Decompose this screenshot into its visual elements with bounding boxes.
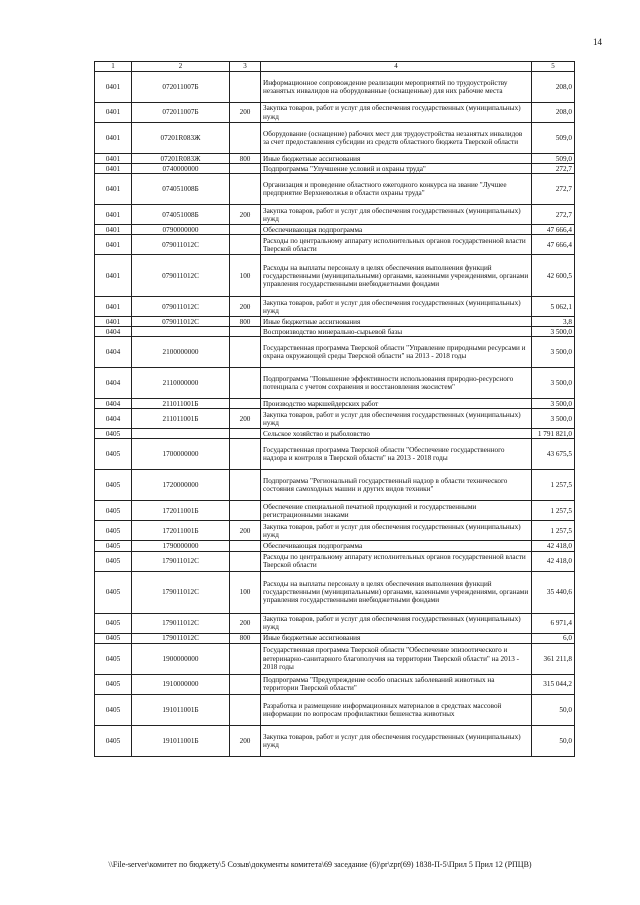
table-row [95,633,575,643]
target-code-cell: 211011001Б [132,409,230,429]
amount-cell: 509,0 [532,154,575,164]
target-code-cell: 211011001Б [132,399,230,409]
section-cell: 0401 [95,205,132,225]
section-cell: 0405 [95,571,132,613]
expense-type-cell [230,368,261,399]
target-code-cell [132,429,230,439]
amount-cell: 509,0 [532,123,575,154]
section-cell: 0404 [95,399,132,409]
expense-type-cell [230,643,261,674]
amount-cell: 272,7 [532,164,575,174]
target-code-cell: 1910000000 [132,674,230,694]
table-row [95,521,575,541]
target-code-cell: 0790000000 [132,225,230,235]
page-number: 14 [593,37,602,47]
amount-cell: 47 666,4 [532,235,575,255]
name-cell: Закупка товаров, работ и услуг для обеспечения государственных (муниципальных) нужд [261,613,532,633]
table-row [95,103,575,123]
table-row [95,399,575,409]
amount-cell: 42 418,0 [532,551,575,571]
table-row [95,429,575,439]
section-cell: 0404 [95,327,132,337]
section-cell: 0405 [95,613,132,633]
name-cell: Информационное сопровождение реализации мероприятий по трудоустройству незанятых инвалидов на оборудованные (оснащенные) для них рабочие места [261,72,532,103]
target-code-cell: 079011012С [132,255,230,297]
amount-cell: 3 500,0 [532,368,575,399]
target-code-cell: 2100000000 [132,337,230,368]
amount-cell: 1 257,5 [532,501,575,521]
section-cell: 0404 [95,409,132,429]
target-code-cell: 07201R083Ж [132,123,230,154]
section-cell: 0405 [95,551,132,571]
amount-cell: 208,0 [532,72,575,103]
expense-type-cell [230,541,261,551]
name-cell: Иные бюджетные ассигнования [261,317,532,327]
expense-type-cell [230,327,261,337]
name-cell: Иные бюджетные ассигнования [261,633,532,643]
section-cell: 0405 [95,725,132,756]
section-cell: 0405 [95,521,132,541]
amount-cell: 6 971,4 [532,613,575,633]
column-header: 5 [532,62,575,72]
section-cell: 0405 [95,694,132,725]
amount-cell: 361 211,8 [532,643,575,674]
target-code-cell: 079011012С [132,297,230,317]
name-cell: Расходы по центральному аппарату исполнительных органов государственной власти Тверской области [261,551,532,571]
expense-type-cell [230,429,261,439]
name-cell: Расходы на выплаты персоналу в целях обеспечения выполнения функций государственными (муниципальными) органами, казенными учреждениями, органами управления государственными внебюджетными фондами [261,255,532,297]
amount-cell: 3 500,0 [532,327,575,337]
amount-cell: 208,0 [532,103,575,123]
name-cell: Оборудование (оснащение) рабочих мест для трудоустройства незанятых инвалидов за счет предоставления субсидии из средств областного бюджета Тверской области [261,123,532,154]
section-cell: 0401 [95,164,132,174]
table-row [95,501,575,521]
table-row [95,725,575,756]
amount-cell: 35 440,6 [532,571,575,613]
name-cell: Государственная программа Тверской области "Управление природными ресурсами и охрана окружающей среды Тверской области" на 2013 - 2018 годы [261,337,532,368]
amount-cell: 50,0 [532,725,575,756]
amount-cell: 3 500,0 [532,337,575,368]
table-row [95,643,575,674]
target-code-cell: 079011012С [132,235,230,255]
expense-type-cell [230,225,261,235]
name-cell: Сельское хозяйство и рыболовство [261,429,532,439]
file-path-footer: \\File-server\комитет по бюджету\5 Созыв\документы комитета\69 заседание (6)\pr\zpr(69) 1838-П-5\Прил 5 Прил 12 (РПЦВ) [108,860,532,869]
amount-cell: 315 044,2 [532,674,575,694]
table-row [95,327,575,337]
expense-type-cell [230,337,261,368]
target-code-cell: 1900000000 [132,643,230,674]
expense-type-cell: 100 [230,571,261,613]
name-cell: Государственная программа Тверской области "Обеспечение государственного надзора и контроля в Тверской области" на 2013 - 2018 годы [261,439,532,470]
target-code-cell: 072011007Б [132,72,230,103]
table-row [95,72,575,103]
table-row [95,235,575,255]
expense-type-cell: 200 [230,613,261,633]
expense-type-cell [230,694,261,725]
section-cell: 0401 [95,154,132,164]
table-row [95,439,575,470]
table-row [95,297,575,317]
amount-cell: 43 675,5 [532,439,575,470]
section-cell: 0405 [95,541,132,551]
target-code-cell: 179011012С [132,633,230,643]
expense-type-cell [230,399,261,409]
target-code-cell: 191011001Б [132,725,230,756]
name-cell: Организация и проведение областного ежегодного конкурса на звание "Лучшее предприятие Верхневолжья в области охраны труда" [261,174,532,205]
expense-type-cell: 800 [230,154,261,164]
expense-type-cell: 200 [230,409,261,429]
amount-cell: 272,7 [532,174,575,205]
expense-type-cell: 100 [230,255,261,297]
amount-cell: 3 500,0 [532,399,575,409]
table-row [95,409,575,429]
section-cell: 0405 [95,674,132,694]
target-code-cell: 074051008Б [132,205,230,225]
amount-cell: 3 500,0 [532,409,575,429]
table-row [95,551,575,571]
table-row [95,123,575,154]
name-cell: Закупка товаров, работ и услуг для обеспечения государственных (муниципальных) нужд [261,297,532,317]
name-cell: Воспроизводство минерально-сырьевой базы [261,327,532,337]
target-code-cell: 191011001Б [132,694,230,725]
name-cell: Подпрограмма "Улучшение условий и охраны труда" [261,164,532,174]
section-cell: 0405 [95,643,132,674]
name-cell: Обеспечение специальной печатной продукцией и государственными регистрационными знаками [261,501,532,521]
section-cell: 0404 [95,337,132,368]
expense-type-cell: 200 [230,725,261,756]
table-body [95,72,575,757]
section-cell: 0405 [95,429,132,439]
name-cell: Закупка товаров, работ и услуг для обеспечения государственных (муниципальных) нужд [261,725,532,756]
column-header: 3 [230,62,261,72]
table-row [95,694,575,725]
target-code-cell [132,327,230,337]
expense-type-cell [230,164,261,174]
name-cell: Подпрограмма "Региональный государственный надзор в области технического состояния самоходных машин и других видов техники" [261,470,532,501]
section-cell: 0405 [95,633,132,643]
column-header: 1 [95,62,132,72]
section-cell: 0401 [95,255,132,297]
name-cell: Обеспечивающая подпрограмма [261,225,532,235]
amount-cell: 5 062,1 [532,297,575,317]
target-code-cell: 172011001Б [132,521,230,541]
section-cell: 0401 [95,72,132,103]
table-row [95,674,575,694]
expense-type-cell [230,551,261,571]
name-cell: Обеспечивающая подпрограмма [261,541,532,551]
section-cell: 0405 [95,470,132,501]
section-cell: 0401 [95,297,132,317]
target-code-cell: 179011012С [132,551,230,571]
amount-cell: 50,0 [532,694,575,725]
amount-cell: 6,0 [532,633,575,643]
expense-type-cell [230,72,261,103]
target-code-cell: 172011001Б [132,501,230,521]
section-cell: 0401 [95,225,132,235]
table-row [95,154,575,164]
table-row [95,470,575,501]
section-cell: 0401 [95,235,132,255]
amount-cell: 3,8 [532,317,575,327]
expense-type-cell [230,439,261,470]
table-row [95,571,575,613]
name-cell: Закупка товаров, работ и услуг для обеспечения государственных (муниципальных) нужд [261,409,532,429]
name-cell: Расходы по центральному аппарату исполнительных органов государственной власти Тверской области [261,235,532,255]
table-row [95,337,575,368]
name-cell: Иные бюджетные ассигнования [261,154,532,164]
amount-cell: 1 791 821,0 [532,429,575,439]
table-row [95,368,575,399]
section-cell: 0401 [95,103,132,123]
table-row [95,255,575,297]
table-row [95,164,575,174]
table-row [95,205,575,225]
expense-type-cell [230,174,261,205]
name-cell: Подпрограмма "Повышение эффективности использования природно-ресурсного потенциала с учетом сохранения и восстановления экосистем" [261,368,532,399]
section-cell: 0404 [95,368,132,399]
target-code-cell: 07201R083Ж [132,154,230,164]
section-cell: 0405 [95,501,132,521]
expense-type-cell: 200 [230,103,261,123]
section-cell: 0405 [95,439,132,470]
expense-type-cell [230,470,261,501]
target-code-cell: 074051008Б [132,174,230,205]
amount-cell: 272,7 [532,205,575,225]
expense-type-cell [230,501,261,521]
target-code-cell: 1720000000 [132,470,230,501]
target-code-cell: 179011012С [132,571,230,613]
expense-type-cell [230,674,261,694]
amount-cell: 1 257,5 [532,470,575,501]
amount-cell: 42 418,0 [532,541,575,551]
section-cell: 0401 [95,123,132,154]
name-cell: Закупка товаров, работ и услуг для обеспечения государственных (муниципальных) нужд [261,205,532,225]
target-code-cell: 2110000000 [132,368,230,399]
target-code-cell: 072011007Б [132,103,230,123]
table-row [95,225,575,235]
name-cell: Подпрограмма "Предупреждение особо опасных заболеваний животных на территории Тверской области" [261,674,532,694]
amount-cell: 47 666,4 [532,225,575,235]
budget-table [94,61,575,757]
expense-type-cell: 200 [230,521,261,541]
column-header: 2 [132,62,230,72]
expense-type-cell [230,235,261,255]
target-code-cell: 0740000000 [132,164,230,174]
name-cell: Расходы на выплаты персоналу в целях обеспечения выполнения функций государственными (муниципальными) органами, казенными учреждениями, органами управления государственными внебюджетными фондами [261,571,532,613]
table-row [95,174,575,205]
name-cell: Закупка товаров, работ и услуг для обеспечения государственных (муниципальных) нужд [261,521,532,541]
expense-type-cell: 800 [230,317,261,327]
table-row [95,613,575,633]
expense-type-cell: 800 [230,633,261,643]
target-code-cell: 1790000000 [132,541,230,551]
expense-type-cell [230,123,261,154]
name-cell: Разработка и размещение информационных материалов в средствах массовой информации по вопросам профилактики бешенства животных [261,694,532,725]
header-row [95,62,575,72]
expense-type-cell: 200 [230,205,261,225]
column-header: 4 [261,62,532,72]
expense-type-cell: 200 [230,297,261,317]
name-cell: Производство маркшейдерских работ [261,399,532,409]
name-cell: Закупка товаров, работ и услуг для обеспечения государственных (муниципальных) нужд [261,103,532,123]
target-code-cell: 179011012С [132,613,230,633]
name-cell: Государственная программа Тверской области "Обеспечение эпизоотического и ветеринарно-санитарного благополучия на территории Тверской области" на 2013 - 2018 годы [261,643,532,674]
amount-cell: 1 257,5 [532,521,575,541]
section-cell: 0401 [95,317,132,327]
target-code-cell: 1700000000 [132,439,230,470]
section-cell: 0401 [95,174,132,205]
target-code-cell: 079011012С [132,317,230,327]
table-row [95,317,575,327]
table-row [95,541,575,551]
amount-cell: 42 600,5 [532,255,575,297]
